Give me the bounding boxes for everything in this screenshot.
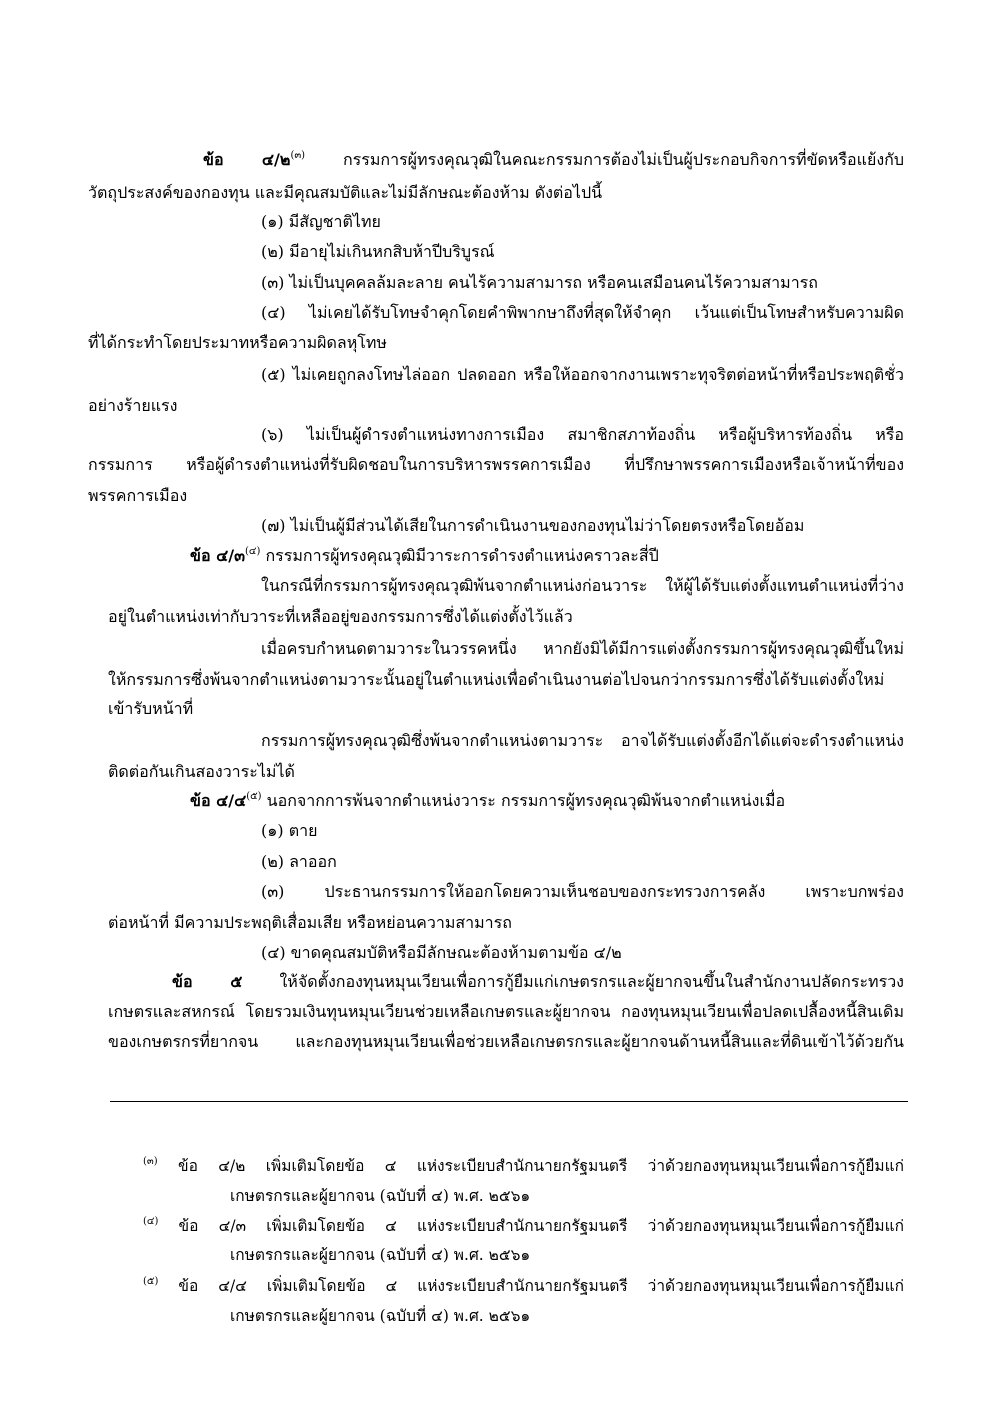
- paragraph-line: พรรคการเมือง: [88, 486, 188, 505]
- section-heading: ข้อ ๔/๔: [190, 791, 247, 810]
- section-heading: ข้อ ๕: [172, 972, 243, 991]
- paragraph-line: อยู่ในตำแหน่งเท่ากับวาระที่เหลืออยู่ของกรรมการซึ่งได้แต่งตั้งไว้แล้ว: [108, 607, 573, 626]
- paragraph-line: ต่อหน้าที่ มีความประพฤติเสื่อมเสีย หรือหย่อนความสามารถ: [108, 913, 512, 932]
- list-item: (๑) ตาย: [261, 821, 318, 840]
- list-item: (๑) มีสัญชาติไทย: [261, 212, 381, 231]
- list-item: (๗) ไม่เป็นผู้มีส่วนได้เสียในการดำเนินงานของกองทุนไม่ว่าโดยตรงหรือโดยอ้อม: [261, 516, 805, 535]
- list-item: (๔) ไม่เคยได้รับโทษจำคุกโดยคำพิพากษาถึงที่สุดให้จำคุก เว้นแต่เป็นโทษสำหรับความผิด: [261, 303, 904, 322]
- footnote: $^{(๓)}$ ข้อ ๔/๒ เพิ่มเติมโดยข้อ ๔ แห่งระเบียบสำนักนายกรัฐมนตรี ว่าด้วยกองทุนหมุนเวียนเพื่อการกู้ยืมแก่: [143, 1156, 904, 1175]
- paragraph-line: ของเกษตรกรที่ยากจน และกองทุนหมุนเวียนเพื่อช่วยเหลือเกษตรกรและผู้ยากจนด้านหนี้สินและที่ดินเข้าไว้ด้วยกัน: [108, 1032, 904, 1051]
- section-5-line: ข้อ ๕ ให้จัดตั้งกองทุนหมุนเวียนเพื่อการกู้ยืมแก่เกษตรกรและผู้ยากจนขึ้นในสำนักงานปลัดกระทรวง: [172, 972, 904, 991]
- paragraph-line: ในกรณีที่กรรมการผู้ทรงคุณวุฒิพ้นจากตำแหน่งก่อนวาระ ให้ผู้ได้รับแต่งตั้งแทนตำแหน่งที่ว่าง: [261, 576, 904, 595]
- section-heading: ข้อ ๔/๒: [203, 150, 291, 169]
- paragraph-line: เข้ารับหน้าที่: [108, 699, 194, 718]
- list-item: (๕) ไม่เคยถูกลงโทษไล่ออก ปลดออก หรือให้ออกจากงานเพราะทุจริตต่อหน้าที่หรือประพฤติชั่ว: [261, 365, 904, 384]
- footnote-continuation: เกษตรกรและผู้ยากจน (ฉบับที่ ๔) พ.ศ. ๒๕๖๑: [230, 1307, 531, 1325]
- section-4-3-line: ข้อ ๔/๓$^{(๔)}$ กรรมการผู้ทรงคุณวุฒิมีวาระการดำรงตำแหน่งคราวละสี่ปี: [190, 546, 659, 565]
- footnote-continuation: เกษตรกรและผู้ยากจน (ฉบับที่ ๔) พ.ศ. ๒๕๖๑: [230, 1246, 531, 1264]
- footnote-ref: (๕): [246, 791, 262, 802]
- footnote-ref: (๔): [245, 546, 261, 557]
- footnote-divider: [110, 1101, 908, 1102]
- paragraph-line: ที่ได้กระทำโดยประมาทหรือความผิดลหุโทษ: [88, 333, 387, 352]
- list-item: (๔) ขาดคุณสมบัติหรือมีลักษณะต้องห้ามตามข้อ ๔/๒: [261, 943, 622, 962]
- paragraph-line: กรรมการ หรือผู้ดำรงตำแหน่งที่รับผิดชอบในการบริหารพรรคการเมือง ที่ปรึกษาพรรคการเมืองหรือเจ้าหน้าที่ของ: [88, 455, 904, 474]
- footnote-mark: (๕): [143, 1276, 159, 1287]
- list-item: (๒) มีอายุไม่เกินหกสิบห้าปีบริบูรณ์: [261, 242, 495, 261]
- section-heading: ข้อ ๔/๓: [190, 546, 246, 565]
- paragraph-line: ให้กรรมการซึ่งพ้นจากตำแหน่งตามวาระนั้นอยู่ในตำแหน่งเพื่อดำเนินงานต่อไปจนกว่ากรรมการซึ่งได้รับแต่งตั้งใหม่: [108, 670, 885, 689]
- paragraph-line: กรรมการผู้ทรงคุณวุฒิซึ่งพ้นจากตำแหน่งตามวาระ อาจได้รับแต่งตั้งอีกได้แต่จะดำรงตำแหน่ง: [261, 731, 904, 750]
- footnote-ref: (๓): [290, 150, 306, 161]
- section-4-4-line: ข้อ ๔/๔$^{(๕)}$ นอกจากการพ้นจากตำแหน่งวาระ กรรมการผู้ทรงคุณวุฒิพ้นจากตำแหน่งเมื่อ: [190, 791, 786, 810]
- paragraph-line: เกษตรและสหกรณ์ โดยรวมเงินทุนหมุนเวียนช่วยเหลือเกษตรและผู้ยากจน กองทุนหมุนเวียนเพื่อปลดเปลื้องหนี้สินเดิม: [108, 1002, 904, 1021]
- footnote-continuation: เกษตรกรและผู้ยากจน (ฉบับที่ ๔) พ.ศ. ๒๕๖๑: [230, 1187, 531, 1205]
- section-4-2-line: ข้อ ๔/๒$^{(๓)}$ กรรมการผู้ทรงคุณวุฒิในคณะกรรมการต้องไม่เป็นผู้ประกอบกิจการที่ขัดหรือแย้งกับ: [203, 150, 904, 169]
- list-item: (๓) ประธานกรรมการให้ออกโดยความเห็นชอบของกระทรวงการคลัง เพราะบกพร่อง: [261, 882, 904, 901]
- footnote: $^{(๕)}$ ข้อ ๔/๔ เพิ่มเติมโดยข้อ ๔ แห่งระเบียบสำนักนายกรัฐมนตรี ว่าด้วยกองทุนหมุนเวียนเพื่อการกู้ยืมแก่: [143, 1276, 904, 1295]
- paragraph-line: วัตถุประสงค์ของกองทุน และมีคุณสมบัติและไม่มีลักษณะต้องห้าม ดังต่อไปนี้: [88, 183, 603, 202]
- footnote-mark: (๓): [143, 1156, 158, 1167]
- paragraph-line: ติดต่อกันเกินสองวาระไม่ได้: [108, 762, 295, 781]
- list-item: (๓) ไม่เป็นบุคคลล้มละลาย คนไร้ความสามารถ หรือคนเสมือนคนไร้ความสามารถ: [261, 273, 818, 292]
- footnote: $^{(๔)}$ ข้อ ๔/๓ เพิ่มเติมโดยข้อ ๔ แห่งระเบียบสำนักนายกรัฐมนตรี ว่าด้วยกองทุนหมุนเวียนเพื่อการกู้ยืมแก่: [143, 1216, 904, 1235]
- paragraph-line: เมื่อครบกำหนดตามวาระในวรรคหนึ่ง หากยังมิได้มีการแต่งตั้งกรรมการผู้ทรงคุณวุฒิขึ้นใหม่: [261, 639, 904, 658]
- footnote-mark: (๔): [143, 1216, 159, 1227]
- list-item: (๖) ไม่เป็นผู้ดำรงตำแหน่งทางการเมือง สมาชิกสภาท้องถิ่น หรือผู้บริหารท้องถิ่น หรือ: [261, 425, 904, 444]
- paragraph-line: อย่างร้ายแรง: [88, 396, 178, 415]
- list-item: (๒) ลาออก: [261, 852, 337, 871]
